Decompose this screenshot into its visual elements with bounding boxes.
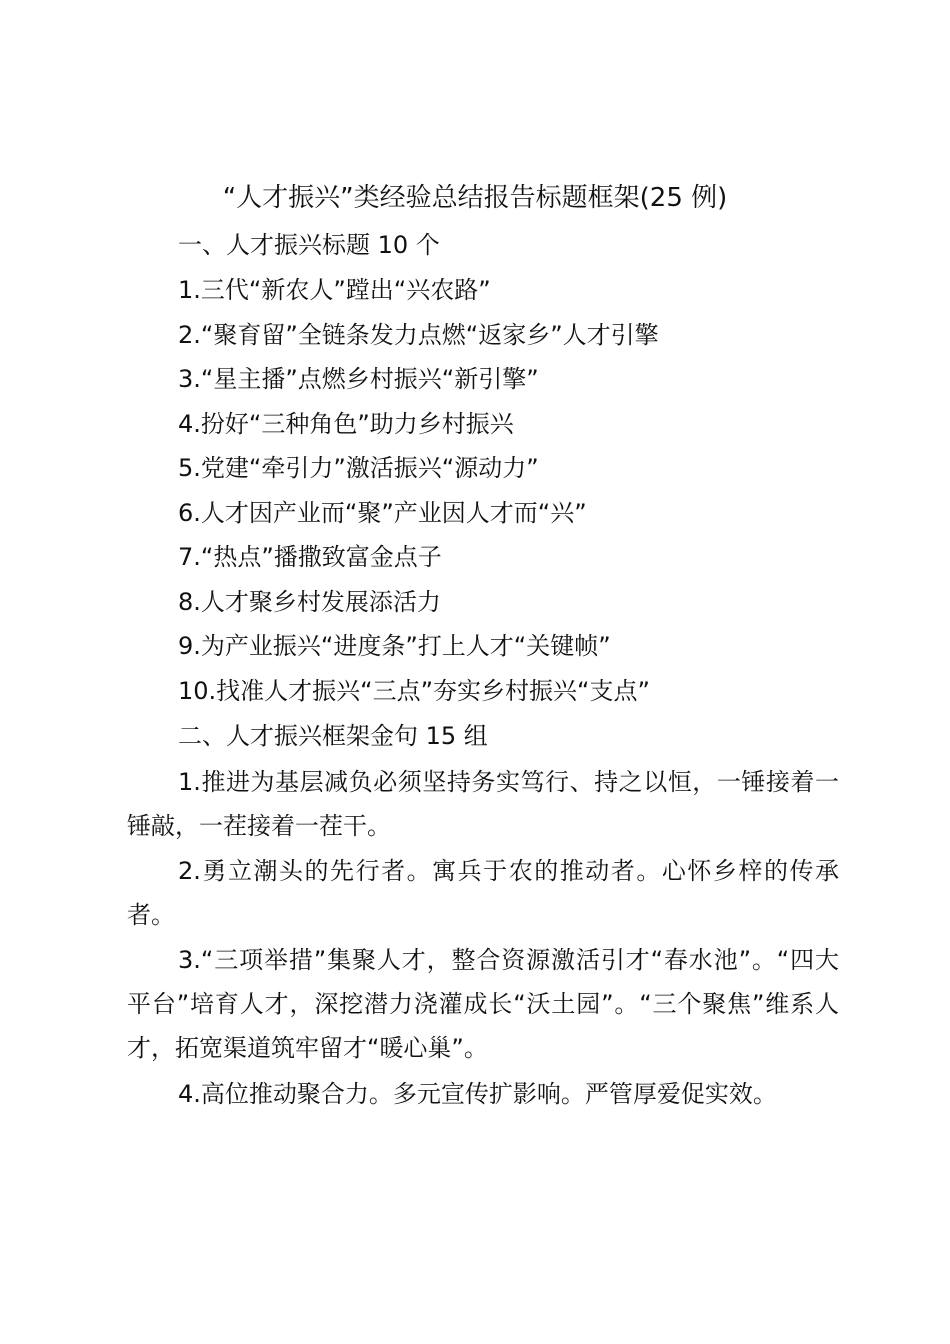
document-title: “人才振兴”类经验总结报告标题框架(25 例) [222,183,728,213]
title-item: 5.党建“牵引力”激活振兴“源动力” [178,454,539,482]
phrase-paragraph: 2.勇立潮头的先行者。寓兵于农的推动者。心怀乡梓的传承者。 [127,857,839,929]
phrase-paragraph: 3.“三项举措”集聚人才，整合资源激活引才“春水池”。“四大平台”培育人才，深挖潜力浇灌成长“沃土园”。“三个聚焦”维系人才，拓宽渠道筑牢留才“暖心巢”。 [127,946,839,1062]
section-heading-phrases: 二、人才振兴框架金句 15 组 [178,722,488,750]
title-item: 4.扮好“三种角色”助力乡村振兴 [178,410,514,438]
title-item: 1.三代“新农人”蹚出“兴农路” [178,276,491,304]
title-item: 10.找准人才振兴“三点”夯实乡村振兴“支点” [178,677,650,705]
title-item: 9.为产业振兴“进度条”打上人才“关键帧” [178,632,611,660]
phrase-paragraph: 1.推进为基层减负必须坚持务实笃行、持之以恒，一锤接着一锤敲，一茬接着一茬干。 [127,768,839,840]
section-heading-titles: 一、人才振兴标题 10 个 [178,231,440,259]
title-item: 7.“热点”播撒致富金点子 [178,543,442,571]
title-item: 8.人才聚乡村发展添活力 [178,588,441,616]
phrase-paragraph: 4.高位推动聚合力。多元宣传扩影响。严管厚爱促实效。 [178,1080,777,1108]
title-item: 2.“聚育留”全链条发力点燃“返家乡”人才引擎 [178,321,659,349]
title-item: 6.人才因产业而“聚”产业因人才而“兴” [178,499,587,527]
title-item: 3.“星主播”点燃乡村振兴“新引擎” [178,365,539,393]
